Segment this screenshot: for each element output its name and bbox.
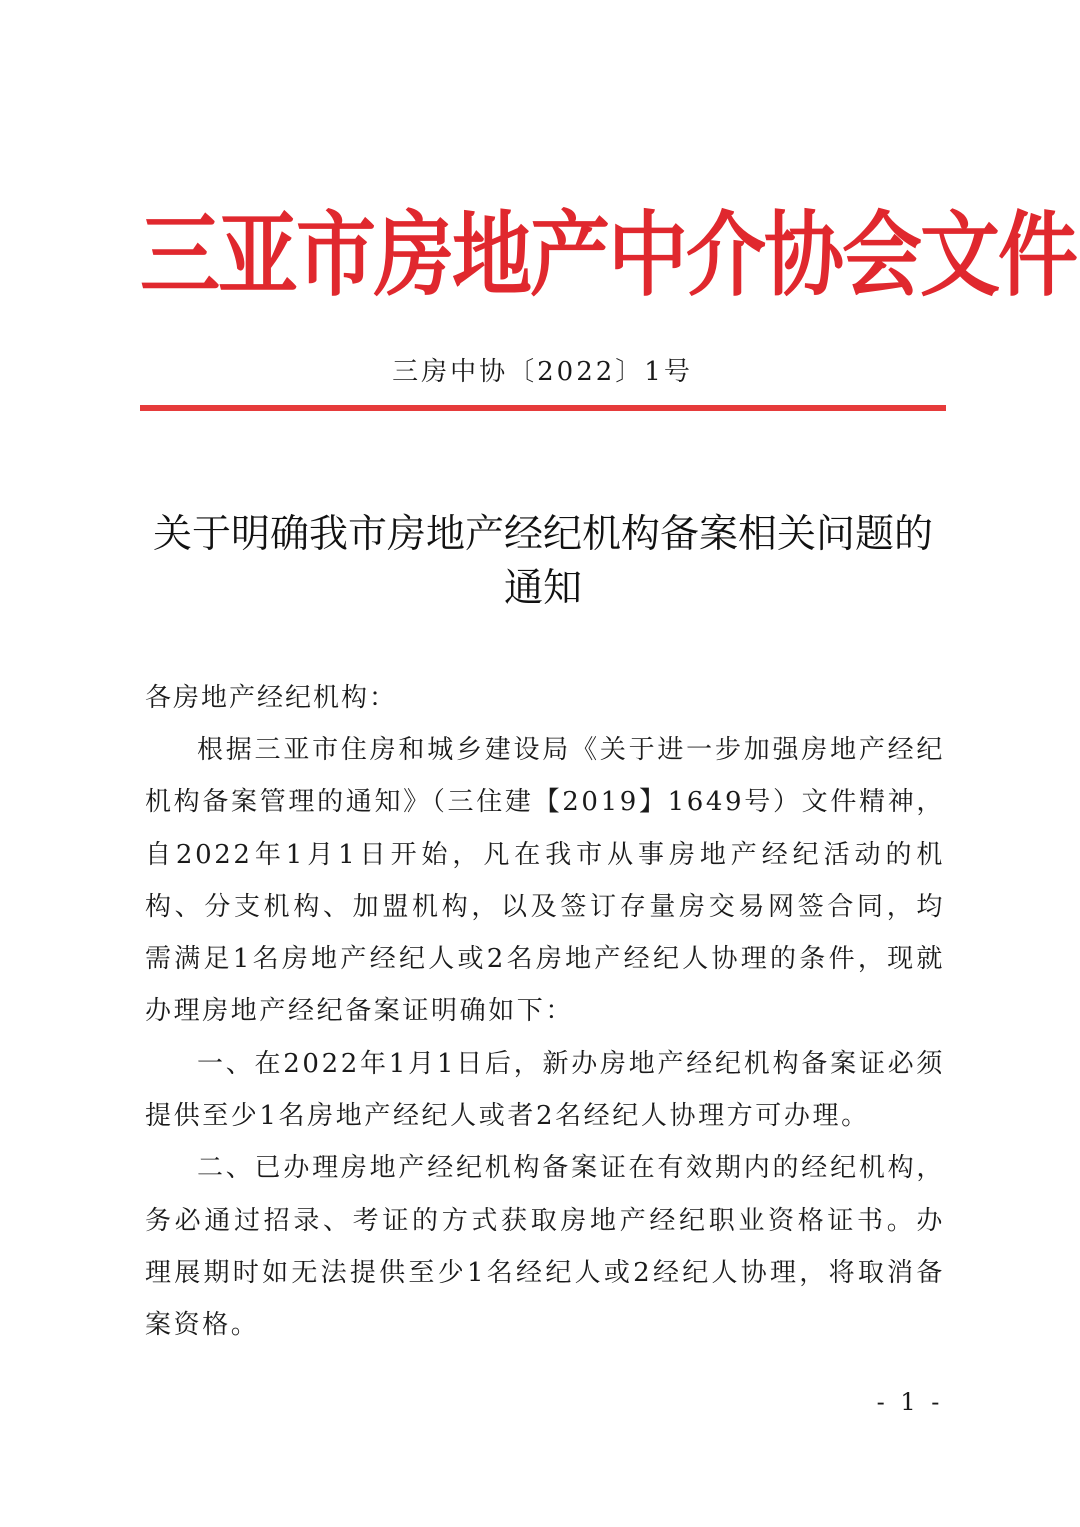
body-paragraph: 二、已办理房地产经纪机构备案证在有效期内的经纪机构，务必通过招录、考证的方式获取房地产经纪职业资格证书。办理展期时如无法提供至少1名经纪人或2经纪人协理，将取消备案资格。 bbox=[145, 1153, 945, 1341]
document-number: 三房中协〔2022〕1号 bbox=[392, 357, 693, 387]
body-paragraph: 根据三亚市住房和城乡建设局《关于进一步加强房地产经纪机构备案管理的通知》（三住建【2019】1649号）文件精神，自2022年1月1日开始，凡在我市从事房地产经纪活动的机构、分支机构、加盟机构，以及签订存量房交易网签合同，均需满足1名房地产经纪人或2名房地产经纪人协理的条件，现就办理房地产经纪备案证明确如下： bbox=[145, 735, 945, 1027]
red-divider-line bbox=[140, 405, 946, 411]
document-title bbox=[140, 508, 946, 616]
organization-header: 三亚市房地产中介协会文件 bbox=[140, 201, 1076, 309]
document-title-line-2: 通知 bbox=[503, 566, 582, 611]
addressee: 各房地产经纪机构： bbox=[145, 683, 398, 713]
document-body bbox=[145, 724, 945, 1352]
page-number: - 1 - bbox=[876, 1388, 944, 1416]
document-title-line-1: 关于明确我市房地产经纪机构备案相关问题的 bbox=[152, 512, 933, 557]
body-paragraph: 一、在2022年1月1日后，新办房地产经纪机构备案证必须提供至少1名房地产经纪人或者2名经纪人协理方可办理。 bbox=[145, 1048, 945, 1132]
